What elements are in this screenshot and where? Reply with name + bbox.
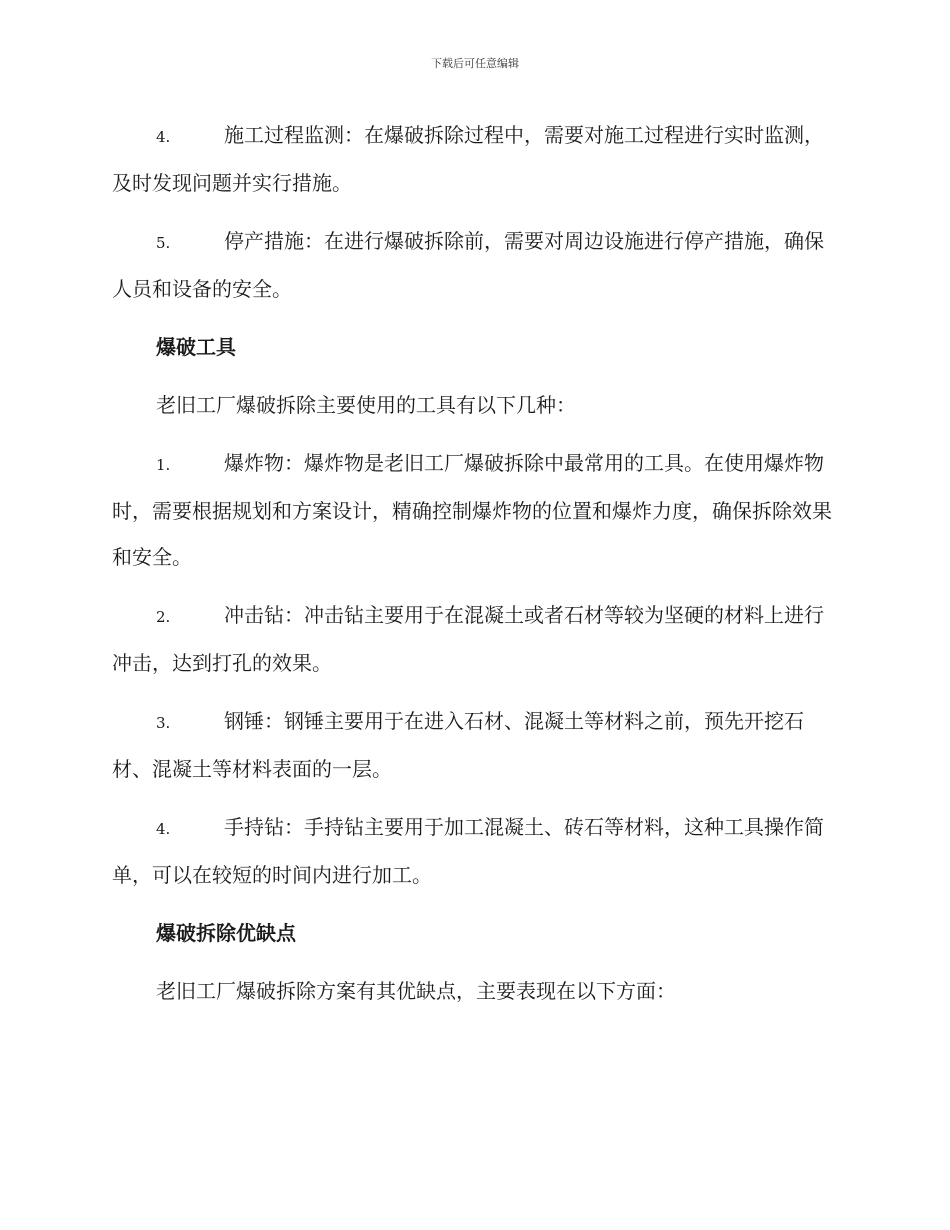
section-heading-pros-cons: 爆破拆除优缺点 — [156, 921, 296, 945]
list-number: 4. — [156, 820, 171, 838]
list-text: 冲击钻：冲击钻主要用于在混凝土或者石材等较为坚硬的材料上进行冲击，达到打孔的效果。 — [112, 603, 824, 675]
list-text: 钢锤：钢锤主要用于在进入石材、混凝土等材料之前，预先开挖石材、混凝土等材料表面的一层。 — [112, 709, 804, 781]
list-number: 1. — [156, 456, 171, 474]
header-note: 下载后可任意编辑 — [431, 57, 519, 70]
list-item — [112, 218, 834, 312]
list-item — [112, 112, 834, 206]
list-text: 施工过程监测：在爆破拆除过程中，需要对施工过程进行实时监测，及时发现问题并实行措施。 — [112, 123, 824, 195]
list-number: 2. — [156, 608, 171, 626]
list-item — [112, 698, 834, 792]
section-heading-tools: 爆破工具 — [156, 335, 236, 359]
list-number: 3. — [156, 714, 171, 732]
section-intro-tools: 老旧工厂爆破拆除主要使用的工具有以下几种： — [156, 393, 576, 417]
list-item — [112, 804, 834, 898]
list-text: 停产措施：在进行爆破拆除前，需要对周边设施进行停产措施，确保人员和设备的安全。 — [112, 229, 824, 301]
list-text: 爆炸物：爆炸物是老旧工厂爆破拆除中最常用的工具。在使用爆炸物时，需要根据规划和方案设计，精确控制爆炸物的位置和爆炸力度，确保拆除效果和安全。 — [112, 451, 832, 569]
list-number: 4. — [156, 128, 171, 146]
list-number: 5. — [156, 234, 171, 252]
list-item — [112, 592, 834, 686]
section-intro-pros-cons: 老旧工厂爆破拆除方案有其优缺点，主要表现在以下方面： — [156, 979, 676, 1003]
list-item — [112, 440, 834, 580]
list-text: 手持钻：手持钻主要用于加工混凝土、砖石等材料，这种工具操作简单，可以在较短的时间内进行加工。 — [112, 815, 824, 887]
document-body — [112, 112, 834, 1026]
